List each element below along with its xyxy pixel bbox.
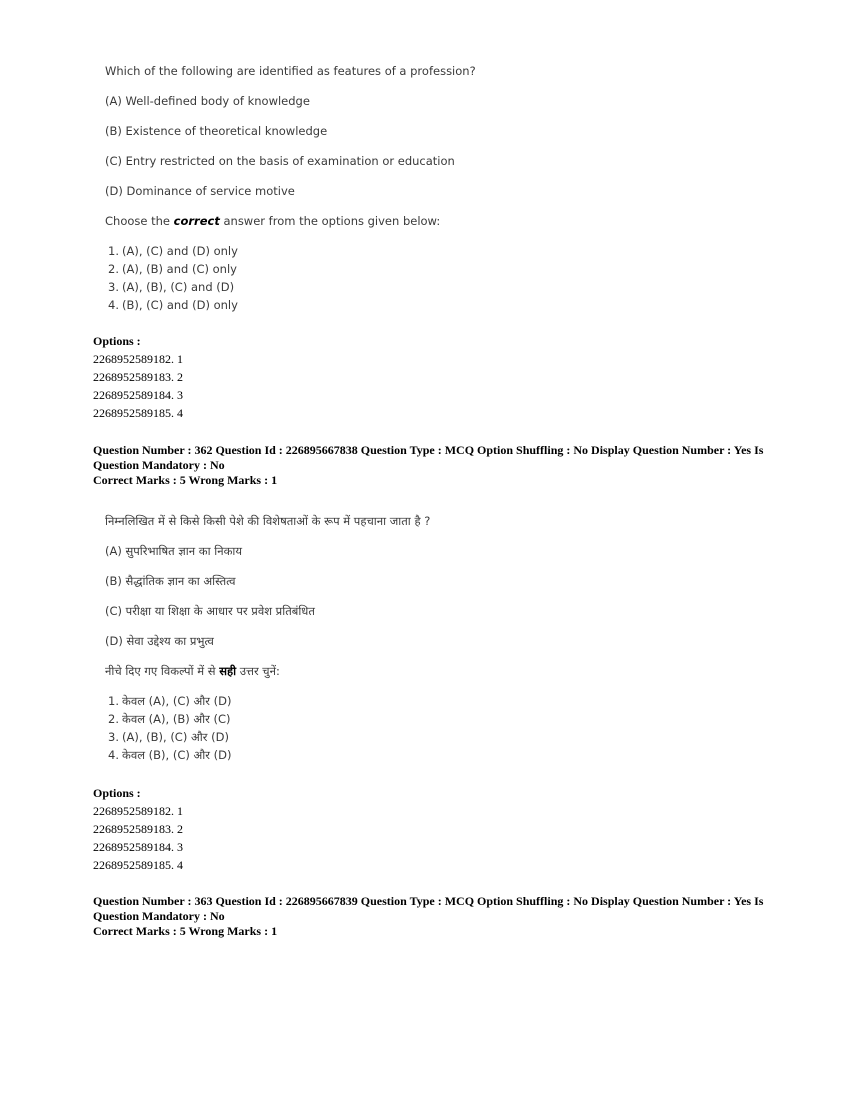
statement-b: (B) सैद्धांतिक ज्ञान का अस्तित्व xyxy=(105,574,236,588)
choice-text: (A), (C) and (D) only xyxy=(122,244,238,258)
instruction xyxy=(105,664,745,694)
choice-item xyxy=(108,712,745,730)
statement-d: (D) Dominance of service motive xyxy=(105,184,295,198)
options-label: Options : xyxy=(93,786,141,800)
question-meta-line: Question Mandatory : No xyxy=(93,909,225,923)
instruction-text: उत्तर चुनें: xyxy=(236,664,280,678)
options-block-362 xyxy=(93,784,393,874)
instruction-emphasis: correct xyxy=(173,214,220,228)
instruction-text: answer from the options given below: xyxy=(219,214,441,228)
choice-text: केवल (A), (C) और (D) xyxy=(122,694,232,708)
statement-c: (C) Entry restricted on the basis of examination or education xyxy=(105,154,455,168)
instruction-emphasis: सही xyxy=(219,664,237,678)
choice-number: 1. xyxy=(108,244,119,258)
choice-list xyxy=(105,244,745,316)
choice-number: 4. xyxy=(108,748,119,762)
option-row: 2268952589185. 4 xyxy=(93,858,183,872)
statement-b: (B) Existence of theoretical knowledge xyxy=(105,124,328,138)
question-362-meta xyxy=(93,443,773,488)
choice-number: 2. xyxy=(108,712,119,726)
statement-d: (D) सेवा उद्देश्य का प्रभुत्व xyxy=(105,634,214,648)
choice-list xyxy=(105,694,745,766)
choice-item xyxy=(108,298,745,316)
choice-text: (A), (B), (C) और (D) xyxy=(122,730,229,744)
question-stem: निम्नलिखित में से किसे किसी पेशे की विशेषताओं के रूप में पहचाना जाता है ? xyxy=(105,514,431,528)
choice-item xyxy=(108,730,745,748)
choice-number: 3. xyxy=(108,280,119,294)
option-row: 2268952589184. 3 xyxy=(93,840,183,854)
option-row: 2268952589183. 2 xyxy=(93,370,183,384)
choice-item xyxy=(108,244,745,262)
choice-text: केवल (B), (C) और (D) xyxy=(122,748,232,762)
choice-number: 1. xyxy=(108,694,119,708)
options-block-361 xyxy=(93,332,393,422)
choice-text: (A), (B), (C) and (D) xyxy=(122,280,235,294)
question-meta-line: Question Number : 363 Question Id : 226895667839 Question Type : MCQ Option Shuffling : No Display Question Number : Yes Is xyxy=(93,894,764,908)
choice-item xyxy=(108,280,745,298)
question-361-body xyxy=(105,64,745,316)
choice-item xyxy=(108,262,745,280)
question-meta-line: Question Mandatory : No xyxy=(93,458,225,472)
choice-number: 3. xyxy=(108,730,119,744)
statement-a: (A) सुपरिभाषित ज्ञान का निकाय xyxy=(105,544,243,558)
choice-text: (B), (C) and (D) only xyxy=(122,298,238,312)
instruction-text: Choose the xyxy=(105,214,174,228)
choice-number: 4. xyxy=(108,298,119,312)
option-row: 2268952589185. 4 xyxy=(93,406,183,420)
option-row: 2268952589183. 2 xyxy=(93,822,183,836)
choice-item xyxy=(108,694,745,712)
options-label: Options : xyxy=(93,334,141,348)
question-363-meta xyxy=(93,894,773,939)
statement-c: (C) परीक्षा या शिक्षा के आधार पर प्रवेश प्रतिबंधित xyxy=(105,604,315,618)
question-marks: Correct Marks : 5 Wrong Marks : 1 xyxy=(93,473,278,487)
choice-item xyxy=(108,748,745,766)
choice-number: 2. xyxy=(108,262,119,276)
option-row: 2268952589182. 1 xyxy=(93,804,183,818)
option-row: 2268952589182. 1 xyxy=(93,352,183,366)
question-marks: Correct Marks : 5 Wrong Marks : 1 xyxy=(93,924,278,938)
question-stem: Which of the following are identified as features of a profession? xyxy=(105,64,476,78)
choice-text: (A), (B) and (C) only xyxy=(122,262,237,276)
statement-a: (A) Well-defined body of knowledge xyxy=(105,94,310,108)
choice-text: केवल (A), (B) और (C) xyxy=(122,712,231,726)
option-row: 2268952589184. 3 xyxy=(93,388,183,402)
question-362-body xyxy=(105,514,745,766)
question-meta-line: Question Number : 362 Question Id : 226895667838 Question Type : MCQ Option Shuffling : No Display Question Number : Yes Is xyxy=(93,443,764,457)
instruction-text: नीचे दिए गए विकल्पों में से xyxy=(105,664,220,678)
instruction xyxy=(105,214,745,244)
